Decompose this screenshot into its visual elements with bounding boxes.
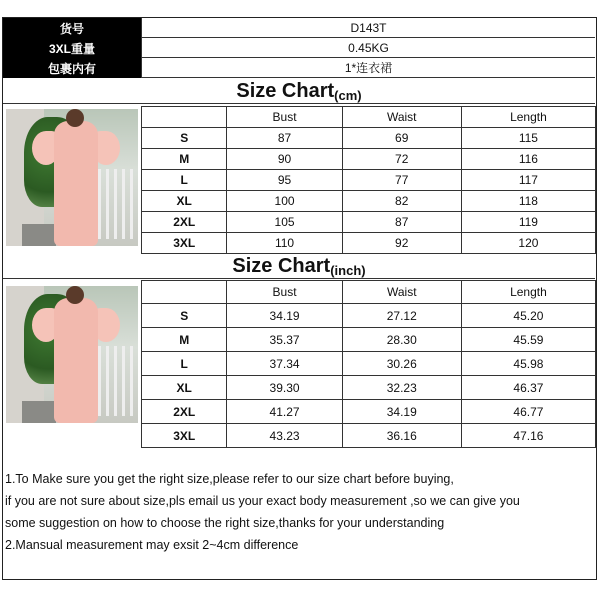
table-row	[142, 400, 596, 424]
table-row	[142, 352, 596, 376]
length-cell: 45.98	[461, 352, 595, 376]
product-info	[3, 18, 595, 80]
size-table-inch	[141, 280, 596, 448]
length-cell: 46.37	[461, 376, 595, 400]
table-row	[142, 304, 596, 328]
header-cell	[142, 107, 227, 128]
header-cell: Bust	[227, 107, 342, 128]
waist-cell: 27.12	[342, 304, 461, 328]
bust-cell: 95	[227, 170, 342, 191]
waist-cell: 32.23	[342, 376, 461, 400]
table-row	[142, 212, 596, 233]
info-key: 包裹内有	[3, 58, 141, 78]
sizing-notes	[5, 468, 595, 556]
table-header-row	[142, 107, 596, 128]
waist-cell: 69	[342, 128, 461, 149]
length-cell: 120	[461, 233, 595, 254]
info-key: 货号	[3, 18, 141, 38]
table-row	[142, 376, 596, 400]
chart-unit: (inch)	[330, 263, 366, 278]
length-cell: 45.20	[461, 304, 595, 328]
length-cell: 119	[461, 212, 595, 233]
info-row-weight	[3, 38, 595, 58]
table-row	[142, 233, 596, 254]
size-cell: 3XL	[142, 233, 227, 254]
chart-title-text: Size Chart	[236, 80, 335, 102]
waist-cell: 82	[342, 191, 461, 212]
bust-cell: 100	[227, 191, 342, 212]
header-cell: Bust	[227, 281, 342, 304]
header-cell: Length	[461, 281, 595, 304]
dress-photo	[6, 286, 138, 423]
bust-cell: 35.37	[227, 328, 342, 352]
table-row	[142, 128, 596, 149]
info-row-item-number	[3, 18, 595, 38]
info-key: 3XL重量	[3, 38, 141, 58]
size-cell: 3XL	[142, 424, 227, 448]
table-row	[142, 170, 596, 191]
length-cell: 45.59	[461, 328, 595, 352]
size-cell: XL	[142, 191, 227, 212]
header-cell: Waist	[342, 281, 461, 304]
size-cell: L	[142, 352, 227, 376]
size-chart-sheet	[2, 17, 597, 580]
chart-unit: (cm)	[334, 88, 362, 103]
size-cell: 2XL	[142, 400, 227, 424]
info-value: 1*连衣裙	[141, 58, 595, 78]
bust-cell: 37.34	[227, 352, 342, 376]
size-cell: M	[142, 149, 227, 170]
size-table-cm	[141, 106, 596, 254]
table-row	[142, 328, 596, 352]
waist-cell: 87	[342, 212, 461, 233]
length-cell: 47.16	[461, 424, 595, 448]
length-cell: 116	[461, 149, 595, 170]
chart-title-cm	[3, 78, 595, 104]
chart-title-inch	[3, 253, 595, 279]
size-cell: 2XL	[142, 212, 227, 233]
bust-cell: 87	[227, 128, 342, 149]
bust-cell: 39.30	[227, 376, 342, 400]
header-cell: Waist	[342, 107, 461, 128]
waist-cell: 72	[342, 149, 461, 170]
header-cell	[142, 281, 227, 304]
dress-photo	[6, 109, 138, 246]
size-cell: L	[142, 170, 227, 191]
bust-cell: 90	[227, 149, 342, 170]
size-cell: M	[142, 328, 227, 352]
table-row	[142, 149, 596, 170]
bust-cell: 43.23	[227, 424, 342, 448]
length-cell: 118	[461, 191, 595, 212]
bust-cell: 41.27	[227, 400, 342, 424]
length-cell: 46.77	[461, 400, 595, 424]
chart-title-text: Size Chart	[232, 255, 331, 277]
waist-cell: 92	[342, 233, 461, 254]
waist-cell: 34.19	[342, 400, 461, 424]
waist-cell: 36.16	[342, 424, 461, 448]
bust-cell: 110	[227, 233, 342, 254]
size-cell: XL	[142, 376, 227, 400]
waist-cell: 28.30	[342, 328, 461, 352]
table-row	[142, 424, 596, 448]
info-value: 0.45KG	[141, 38, 595, 58]
note-line: 1.To Make sure you get the right size,please refer to our size chart before buying,	[5, 472, 454, 486]
length-cell: 117	[461, 170, 595, 191]
bust-cell: 34.19	[227, 304, 342, 328]
info-row-package	[3, 58, 595, 78]
header-cell: Length	[461, 107, 595, 128]
note-line: 2.Mansual measurement may exsit 2~4cm difference	[5, 538, 299, 552]
length-cell: 115	[461, 128, 595, 149]
table-header-row	[142, 281, 596, 304]
note-line: some suggestion on how to choose the right size,thanks for your understanding	[5, 516, 445, 530]
note-line: if you are not sure about size,pls email us your exact body measurement ,so we can give you	[5, 494, 520, 508]
waist-cell: 30.26	[342, 352, 461, 376]
waist-cell: 77	[342, 170, 461, 191]
info-value: D143T	[141, 18, 595, 38]
table-row	[142, 191, 596, 212]
size-cell: S	[142, 128, 227, 149]
size-cell: S	[142, 304, 227, 328]
bust-cell: 105	[227, 212, 342, 233]
